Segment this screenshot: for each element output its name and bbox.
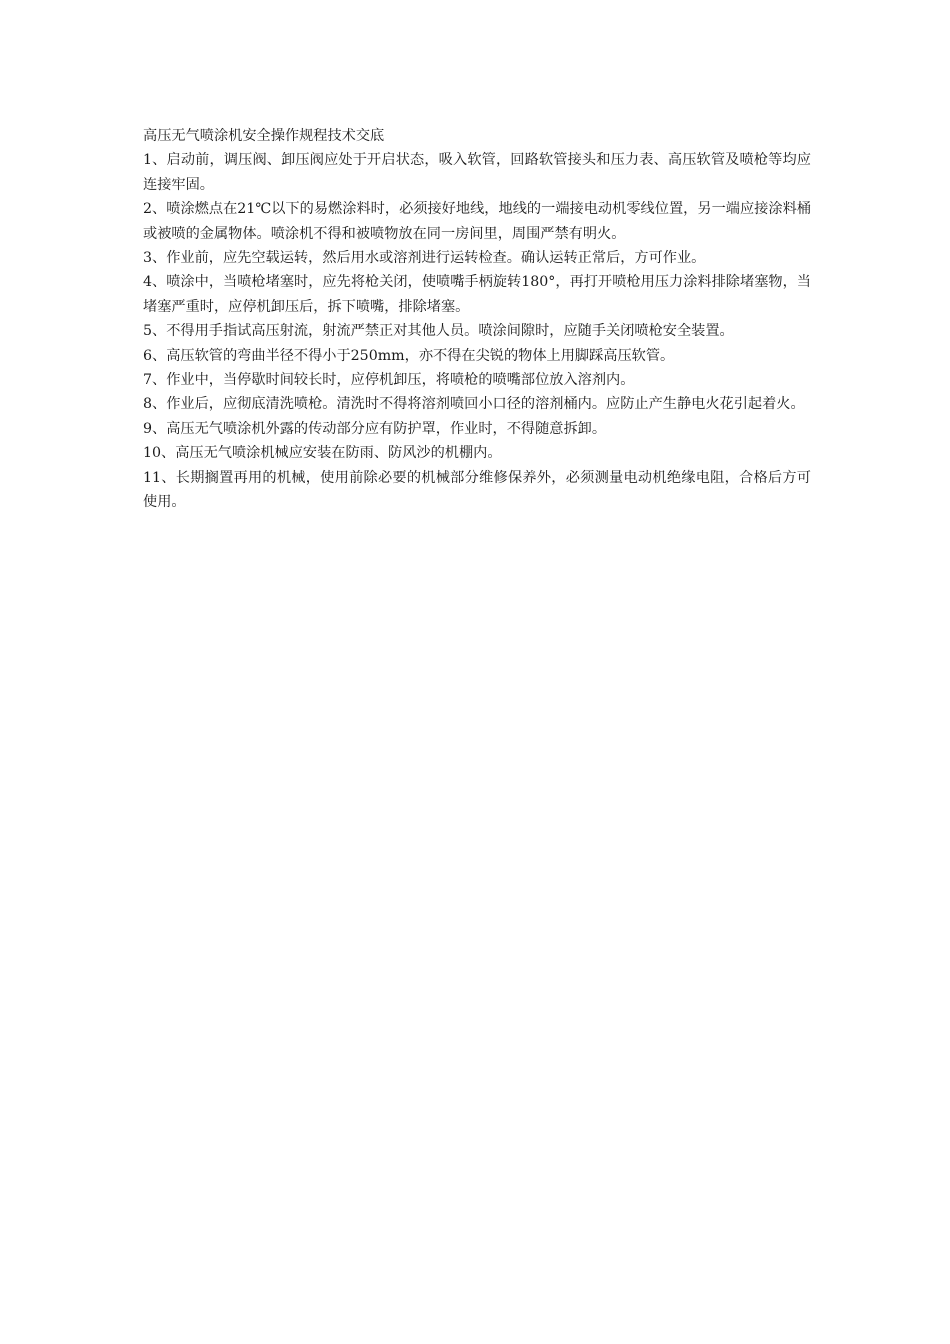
rule-item-3: 3、作业前，应先空载运转，然后用水或溶剂进行运转检查。确认运转正常后，方可作业。 bbox=[143, 250, 706, 267]
document-body bbox=[143, 124, 811, 515]
rule-item-1: 1、启动前，调压阀、卸压阀应处于开启状态，吸入软管，回路软管接头和压力表、高压软管及喷枪等均应连接牢固。 bbox=[143, 152, 811, 193]
rule-item-2: 2、喷涂燃点在21℃以下的易燃涂料时，必须接好地线，地线的一端接电动机零线位置，另一端应接涂料桶或被喷的金属物体。喷涂机不得和被喷物放在同一房间里，周围严禁有明火。 bbox=[143, 201, 811, 242]
rule-item-10: 10、高压无气喷涂机械应安装在防雨、防风沙的机棚内。 bbox=[143, 445, 502, 462]
rule-item-8: 8、作业后，应彻底清洗喷枪。清洗时不得将溶剂喷回小口径的溶剂桶内。应防止产生静电火花引起着火。 bbox=[143, 396, 805, 413]
rule-item-11: 11、长期搁置再用的机械，使用前除必要的机械部分维修保养外，必须测量电动机绝缘电阻，合格后方可使用。 bbox=[143, 469, 811, 511]
rule-item-4: 4、喷涂中，当喷枪堵塞时，应先将枪关闭，使喷嘴手柄旋转180°，再打开喷枪用压力涂料排除堵塞物，当堵塞严重时，应停机卸压后，拆下喷嘴，排除堵塞。 bbox=[143, 274, 811, 315]
document-title: 高压无气喷涂机安全操作规程技术交底 bbox=[143, 128, 385, 144]
rule-item-5: 5、不得用手指试高压射流，射流严禁正对其他人员。喷涂间隙时，应随手关闭喷枪安全装置。 bbox=[143, 323, 734, 340]
rule-item-9: 9、高压无气喷涂机外露的传动部分应有防护罩，作业时，不得随意拆卸。 bbox=[143, 420, 607, 437]
rule-item-7: 7、作业中，当停歇时间较长时，应停机卸压，将喷枪的喷嘴部位放入溶剂内。 bbox=[143, 372, 635, 389]
rule-item-6: 6、高压软管的弯曲半径不得小于250mm，亦不得在尖锐的物体上用脚踩高压软管。 bbox=[143, 347, 675, 364]
